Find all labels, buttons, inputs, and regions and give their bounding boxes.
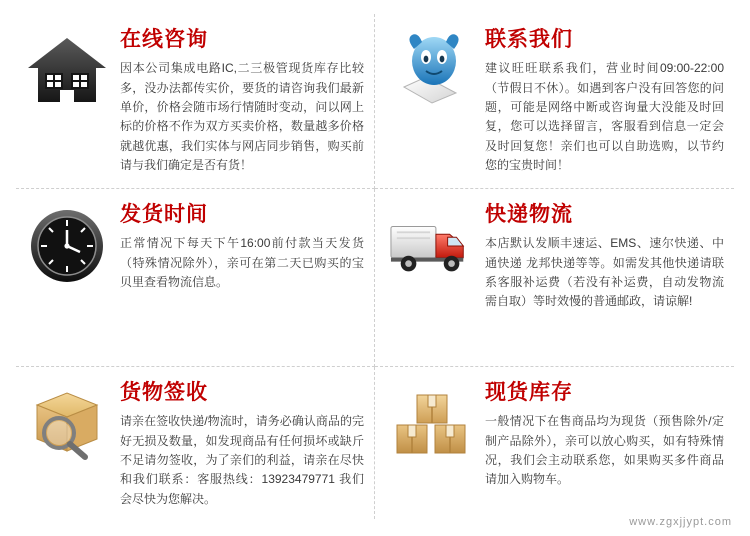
- section-title: 在线咨询: [120, 28, 208, 51]
- section-logistics: [375, 189, 734, 367]
- section-stock: [375, 367, 734, 519]
- section-contact-us: [375, 14, 734, 189]
- section-title: 货物签收: [120, 381, 208, 404]
- info-grid: [16, 14, 734, 519]
- section-desc: 本店默认发顺丰速运、EMS、速尔快递、中通快递 龙邦快递等等。如需发其他快递请联系客服补运费（若没有补运费，自动发物流需自取）等时效慢的普通邮政，请谅解!: [485, 236, 724, 309]
- qq-chat-icon: [389, 28, 475, 114]
- package-magnifier-icon: [24, 381, 110, 467]
- section-desc: 一般情况下在售商品均为现货（预售除外/定制产品除外），亲可以放心购买，如有特殊情况，我们会主动联系您，如果购买多件商品请加入购物车。: [485, 414, 724, 487]
- section-goods-signing: [16, 367, 375, 519]
- section-body: [485, 197, 724, 312]
- site-watermark: www.zgxjjypt.com: [629, 516, 732, 528]
- section-body: [120, 197, 364, 292]
- section-body: [120, 22, 364, 176]
- section-title: 现货库存: [485, 381, 573, 404]
- section-desc: 建议旺旺联系我们，营业时间09:00-22:00（节假日不休）。如遇到客户没有回答您的问题，可能是网络中断或咨询量大没能及时回复，您可以选择留言，客服看到信息一定会及时回复您！亲们也可以自助选购，以节约您的宝贵时间！: [485, 61, 724, 173]
- section-desc: 请亲在签收快递/物流时，请务必确认商品的完好无损及数量，如发现商品有任何损坏或缺斤不足请勿签收，为了亲们的利益，请亲在尽快和我们联系：客服热线：13923479771 我们会尽快为您解决。: [120, 414, 364, 506]
- truck-icon: [389, 203, 475, 289]
- section-body: [485, 375, 724, 490]
- section-desc: 因本公司集成电路IC,二三极管现货库存比较多，没办法都传实价，要货的请咨询我们最新单价，价格会随市场行情随时变动，问以网上标的价格不作为双方买卖价格，数量越多价格就越优惠，我们实体与网店同步销售，购买前请与我们确定是否有货！: [120, 61, 364, 173]
- section-body: [120, 375, 364, 509]
- boxes-icon: [389, 381, 475, 467]
- section-title: 联系我们: [485, 28, 573, 51]
- section-online-consult: [16, 14, 375, 189]
- section-title: 快递物流: [485, 203, 573, 226]
- section-title: 发货时间: [120, 203, 208, 226]
- clock-icon: [24, 203, 110, 289]
- house-icon: [24, 28, 110, 114]
- section-desc: 正常情况下每天下午16:00前付款当天发货（特殊情况除外），亲可在第二天已购买的宝贝里查看物流信息。: [120, 236, 364, 289]
- section-body: [485, 22, 724, 176]
- section-shipping-time: [16, 189, 375, 367]
